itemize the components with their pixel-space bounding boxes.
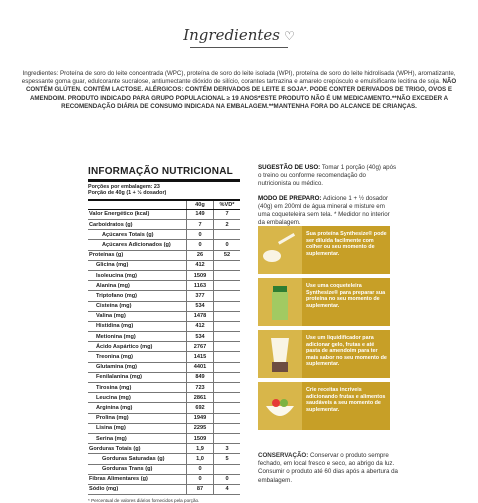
nutrient-amount: 0 (187, 474, 214, 484)
nutrient-amount: 534 (187, 301, 214, 311)
nutrient-amount: 0 (187, 240, 214, 250)
nutrient-amount: 534 (187, 332, 214, 342)
nutrition-facts-panel (88, 166, 240, 503)
nutrient-amount: 412 (187, 321, 214, 331)
nutrient-amount: 692 (187, 403, 214, 413)
nutrition-row (88, 352, 240, 362)
nutrient-amount: 849 (187, 372, 214, 382)
nutrient-label: Tirosina (mg) (88, 383, 187, 393)
nutrient-dv (214, 413, 241, 423)
nutrient-dv (214, 383, 241, 393)
nutrition-row (88, 484, 240, 494)
nutrition-title: INFORMAÇÃO NUTRICIONAL (88, 166, 240, 182)
nutrition-row (88, 209, 240, 219)
nutrient-amount: 2295 (187, 423, 214, 433)
ingredients-text: Ingredientes: Proteína de soro do leite concentrada (WPC), proteína de soro do leite isolada (WPI), proteína de soro do leite hidrolisada (WPH), aromatizante, espessante goma guar, edulcorante sucralose, antiumectante dióxido de silício, corantes tartrazina e amarelo crepúsculo e emulsificante lecitina de soja. (21, 70, 456, 86)
nutrition-row (88, 464, 240, 474)
blender-icon (258, 330, 302, 378)
nutrition-footnote: * Percentual de valores diários fornecidos pela porção. (88, 498, 200, 503)
nutrient-amount: 149 (187, 209, 214, 219)
nutrient-label: Açúcares Adicionados (g) (88, 240, 187, 250)
nutrient-label: Leucina (mg) (88, 393, 187, 403)
nutrition-row (88, 250, 240, 260)
nutrient-dv (214, 362, 241, 372)
ingredients-allergen-text: NÃO CONTÉM GLÚTEN. CONTÉM LACTOSE. ALÉRGICOS: CONTÉM DERIVADOS DE LEITE E SOJA*. PODE CONTER DERIVADOS DE TRIGO, OVOS E AMENDOIM. PRODUTO INDICADO PARA GRUPO POPULACIONAL ≥ 19 ANOS*ESTE PRODUTO NÃO É UM MEDICAMENTO.**NÃO EXCEDER A RECOMENDAÇÃO DIÁRIA DE CONSUMO INDICADA NA EMBALAGEM.**MANTENHA FORA DO ALCANCE DE CRIANÇAS. (25, 78, 457, 110)
nutrient-label: Proteínas (g) (88, 250, 187, 260)
conservation-section (258, 452, 398, 485)
nutrient-amount: 0 (187, 230, 214, 240)
step-shaker (258, 278, 390, 326)
nutrient-dv (214, 301, 241, 311)
nutrient-label: Gorduras Saturadas (g) (88, 454, 187, 464)
nutrient-amount: 26 (187, 250, 214, 260)
nutrition-table (88, 201, 240, 495)
nutrition-row (88, 281, 240, 291)
nutrition-row (88, 342, 240, 352)
nutrient-dv (214, 270, 241, 280)
ingredients-paragraph (10, 70, 468, 111)
nutrient-label: Açúcares Totais (g) (88, 230, 187, 240)
nutrient-dv (214, 403, 241, 413)
nutrient-amount: 2861 (187, 393, 214, 403)
nutrient-label: Prolina (mg) (88, 413, 187, 423)
ingredients-title (0, 26, 478, 44)
nutrition-row (88, 240, 240, 250)
nutrition-row (88, 311, 240, 321)
nutrient-dv (214, 393, 241, 403)
nutrition-row (88, 454, 240, 464)
nutrition-serving-info (88, 184, 240, 201)
nutrient-dv: 3 (214, 444, 241, 454)
column-header-amount: 40g (187, 201, 214, 210)
nutrition-row (88, 383, 240, 393)
nutrient-label: Sódio (mg) (88, 484, 187, 494)
nutrient-amount: 1509 (187, 433, 214, 443)
nutrient-amount: 1,0 (187, 454, 214, 464)
nutrient-dv (214, 321, 241, 331)
nutrient-dv: 0 (214, 474, 241, 484)
conservation-label: CONSERVAÇÃO: (258, 452, 309, 459)
nutrition-row (88, 230, 240, 240)
nutrient-amount: 2767 (187, 342, 214, 352)
nutrient-dv (214, 433, 241, 443)
nutrient-amount: 412 (187, 260, 214, 270)
nutrition-row (88, 270, 240, 280)
portion-size: Porção de 40g (1 + ½ dosador) (88, 190, 167, 197)
nutrition-row (88, 403, 240, 413)
nutrient-amount: 1949 (187, 413, 214, 423)
step-text: Crie receitas incríveis adicionando frutas e alimentos saudáveis a seu momento de suplementar. (306, 387, 386, 413)
nutrient-amount: 7 (187, 220, 214, 230)
nutrient-label: Valor Energético (kcal) (88, 209, 187, 219)
prep-label: MODO DE PREPARO: (258, 194, 322, 202)
nutrient-label: Fibras Alimentares (g) (88, 474, 187, 484)
nutrition-table-header (88, 201, 240, 210)
shaker-icon (258, 278, 302, 326)
prep-paragraph (258, 195, 398, 228)
nutrient-amount: 4401 (187, 362, 214, 372)
nutrient-dv: 5 (214, 454, 241, 464)
nutrient-amount: 1,9 (187, 444, 214, 454)
nutrition-row (88, 301, 240, 311)
spoon-icon (258, 226, 302, 274)
nutrition-row (88, 332, 240, 342)
nutrition-row (88, 444, 240, 454)
nutrient-label: Metionina (mg) (88, 332, 187, 342)
nutrient-dv (214, 464, 241, 474)
nutrition-row (88, 474, 240, 484)
nutrient-amount: 87 (187, 484, 214, 494)
nutrient-dv: 4 (214, 484, 241, 494)
nutrient-dv (214, 281, 241, 291)
nutrient-dv (214, 230, 241, 240)
nutrition-row (88, 260, 240, 270)
nutrient-amount: 1509 (187, 270, 214, 280)
nutrient-dv (214, 352, 241, 362)
nutrition-row (88, 393, 240, 403)
step-text: Use um liquidificador para adicionar gelo, frutas e até pasta de amendoim para ter mais sabor no seu momento de suplementar. (306, 335, 387, 368)
step-recipe (258, 382, 390, 430)
title-underline (190, 47, 288, 48)
usage-paragraph (258, 164, 398, 189)
prep-text: Adicione 1 + ½ dosador (40g) em 200ml de água mineral e misture em uma coqueteleira sem tela. * Medidor no interior da embalagem. (258, 194, 390, 227)
nutrient-label: Serina (mg) (88, 433, 187, 443)
nutrient-amount: 1415 (187, 352, 214, 362)
step-text: Use uma coqueteleira Synthesize® para preparar sua proteína no seu momento de suplementar. (306, 283, 386, 309)
nutrition-row (88, 291, 240, 301)
nutrient-label: Arginina (mg) (88, 403, 187, 413)
nutrient-amount: 1163 (187, 281, 214, 291)
step-spoon (258, 226, 390, 274)
usage-section (258, 164, 398, 233)
column-header-dv: %VD* (214, 201, 241, 210)
nutrient-dv (214, 291, 241, 301)
nutrient-label: Ácido Aspártico (mg) (88, 342, 187, 352)
conservation-text: Conservar o produto sempre fechado, em local fresco e seco, ao abrigo da luz. Consumir o produto até 60 dias após a abertura da embalagem. (258, 452, 398, 484)
nutrient-label: Triptofano (mg) (88, 291, 187, 301)
nutrient-label: Treonina (mg) (88, 352, 187, 362)
nutrient-label: Valina (mg) (88, 311, 187, 321)
nutrient-dv (214, 342, 241, 352)
nutrition-row (88, 423, 240, 433)
nutrient-label: Isoleucina (mg) (88, 270, 187, 280)
nutrient-dv: 2 (214, 220, 241, 230)
nutrient-dv (214, 372, 241, 382)
nutrition-row (88, 321, 240, 331)
nutrition-row (88, 220, 240, 230)
nutrient-amount: 1478 (187, 311, 214, 321)
preparation-steps (258, 226, 390, 434)
nutrition-row (88, 362, 240, 372)
heart-icon: ♡ (284, 29, 295, 43)
nutrient-amount: 377 (187, 291, 214, 301)
nutrition-row (88, 413, 240, 423)
nutrient-label: Lisina (mg) (88, 423, 187, 433)
nutrient-amount: 723 (187, 383, 214, 393)
nutrient-dv (214, 311, 241, 321)
nutrient-dv (214, 423, 241, 433)
usage-label: SUGESTÃO DE USO: (258, 164, 321, 171)
nutrient-label: Gorduras Totais (g) (88, 444, 187, 454)
nutrient-dv: 0 (214, 240, 241, 250)
nutrient-dv (214, 260, 241, 270)
nutrient-dv: 52 (214, 250, 241, 260)
nutrient-dv: 7 (214, 209, 241, 219)
nutrition-row (88, 372, 240, 382)
nutrient-label: Glicina (mg) (88, 260, 187, 270)
nutrition-row (88, 433, 240, 443)
servings-per-package: Porções por embalagem: 23 (88, 184, 160, 190)
nutrient-label: Histidina (mg) (88, 321, 187, 331)
nutrient-label: Carboidratos (g) (88, 220, 187, 230)
bowl-icon (258, 382, 302, 430)
nutrient-label: Gorduras Trans (g) (88, 464, 187, 474)
step-blender (258, 330, 390, 378)
nutrient-dv (214, 332, 241, 342)
step-text: Sua proteína Synthesize® pode ser diluída facilmente com colher ou seu momento de suplementar. (306, 231, 387, 257)
nutrient-label: Glutamina (mg) (88, 362, 187, 372)
nutrient-label: Fenilalanina (mg) (88, 372, 187, 382)
nutrient-amount: 0 (187, 464, 214, 474)
ingredients-title-text: Ingredientes (183, 26, 280, 44)
nutrient-label: Cisteína (mg) (88, 301, 187, 311)
nutrient-label: Alanina (mg) (88, 281, 187, 291)
usage-text: Tomar 1 porção (40g) após o treino ou conforme recomendação do nutricionista ou médico. (258, 164, 397, 188)
